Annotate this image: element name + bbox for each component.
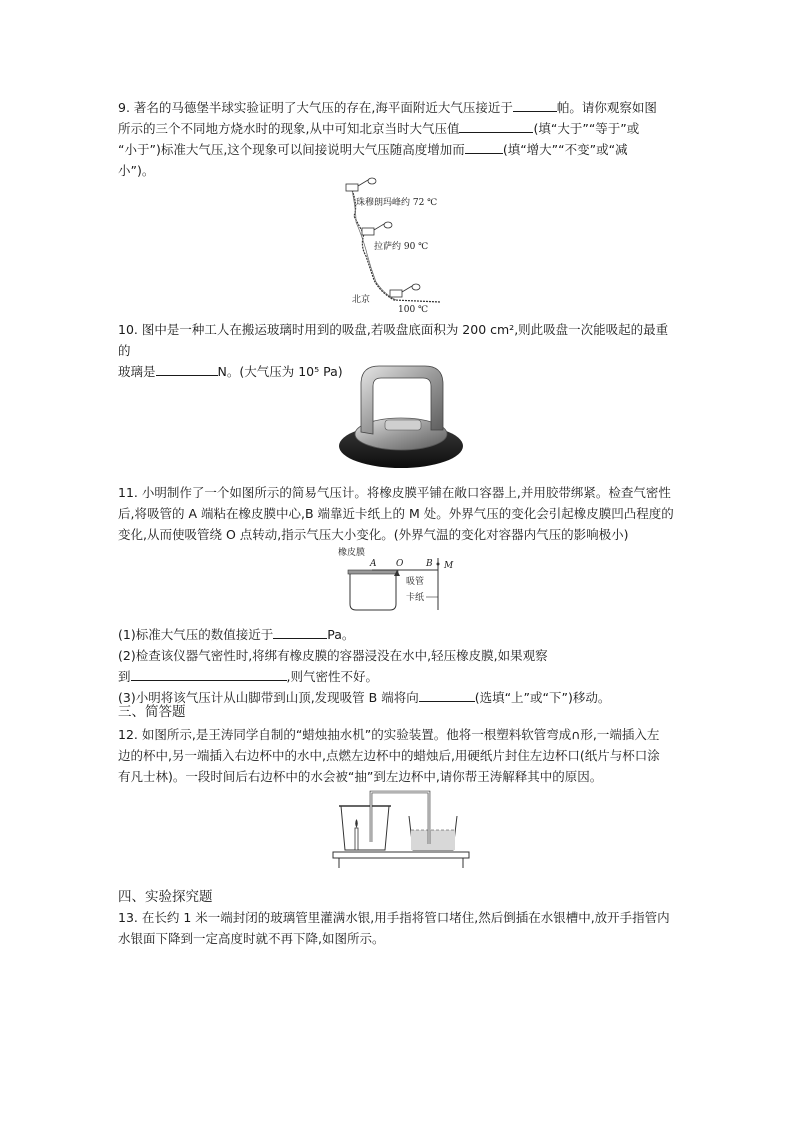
left-cup <box>341 806 389 850</box>
q9-text-7: 小”)。 <box>118 163 155 178</box>
q11-line-2 <box>118 503 678 524</box>
q10-text-2: 玻璃是 <box>118 364 156 379</box>
label-everest: 珠穆朗玛峰约 72 ℃ <box>356 198 438 208</box>
suction-cup-figure <box>333 358 469 474</box>
q9-text-3: 所示的三个不同地方烧水时的现象,从中可知北京当时大气压值 <box>118 121 460 136</box>
q12-line-2 <box>118 745 678 766</box>
q12-text-3: 有凡士林)。一段时间后右边杯中的水会被“抽”到左边杯中,请你帮王涛解释其中的原因。 <box>118 769 603 784</box>
lever <box>385 420 421 430</box>
q9-line-3 <box>118 139 678 160</box>
candle-pump-figure <box>331 786 471 870</box>
mountain-boiling-figure <box>330 176 470 316</box>
q11-text-2: 后,将吸管的 A 端粘在橡皮膜中心,B 端靠近卡纸上的 M 处。外界气压的变化会引起橡皮膜凹凸程度的 <box>118 506 674 521</box>
label-lhasa: 拉萨约 90 ℃ <box>374 242 429 252</box>
q11-blank-3[interactable] <box>419 687 475 702</box>
q11-sub-3-text-b: (选填“上”或“下”)移动。 <box>474 690 611 705</box>
q9-text-1: 9. 著名的马德堡半球实验证明了大气压的存在,海平面附近大气压接近于 <box>118 100 513 115</box>
q11-blank-2[interactable] <box>131 666 287 681</box>
q9-text-5: “小于”)标准大气压,这个现象可以间接说明大气压随高度增加而 <box>118 142 465 157</box>
q11-text-1: 11. 小明制作了一个如图所示的简易气压计。将橡皮膜平铺在敞口容器上,并用胶带绑紧。检查气密性 <box>118 485 671 500</box>
table-top <box>333 852 469 858</box>
q10-text-1: 10. 图中是一种工人在搬运玻璃时用到的吸盘,若吸盘底面积为 200 cm²,则此吸盘一次能吸起的最重的 <box>118 322 669 358</box>
q10-blank-1[interactable] <box>156 361 218 376</box>
candle-flame <box>355 819 358 828</box>
label-o: O <box>396 559 404 569</box>
question-11-subparts <box>118 624 678 708</box>
q13-line-1 <box>118 907 678 928</box>
section-4-heading: 四、实验探究题 <box>118 889 213 905</box>
label-a: A <box>370 559 377 569</box>
barometer-figure <box>334 544 464 614</box>
q11-sub-2-text-c: ,则气密性不好。 <box>286 669 378 684</box>
membrane <box>348 570 398 574</box>
q11-sub-1-text-a: (1)标准大气压的数值接近于 <box>118 627 274 642</box>
section-3-heading: 三、简答题 <box>118 704 186 720</box>
label-m: M <box>444 561 454 571</box>
q11-sub-1 <box>118 624 678 645</box>
water <box>411 830 455 850</box>
q11-line-3 <box>118 524 678 545</box>
q12-text-2: 边的杯中,另一端插入右边杯中的水中,点燃左边杯中的蜡烛后,用硬纸片封住左边杯口(纸片与杯口涂 <box>118 748 660 763</box>
label-straw: 吸管 <box>406 577 425 587</box>
q11-sub-2-text-b: 到 <box>118 669 131 684</box>
kettle-mid-icon <box>362 222 392 235</box>
q13-line-2 <box>118 928 678 949</box>
label-100c: 100 ℃ <box>398 305 429 315</box>
label-b: B <box>426 559 433 569</box>
q9-text-6: (填“增大”“不变”或“减 <box>502 142 628 157</box>
q11-sub-2-cont <box>118 666 678 687</box>
q10-line-1 <box>118 319 678 361</box>
kettle-top-icon <box>346 178 376 191</box>
label-card: 卡纸 <box>406 593 425 603</box>
q13-text-2: 水银面下降到一定高度时就不再下降,如图所示。 <box>118 931 385 946</box>
q11-sub-3 <box>118 687 678 708</box>
q9-blank-1[interactable] <box>513 97 557 112</box>
q9-text-4: (填“大于”“等于”或 <box>533 121 640 136</box>
q12-line-1 <box>118 724 678 745</box>
question-11 <box>118 482 678 545</box>
label-membrane: 橡皮膜 <box>338 548 366 558</box>
q11-sub-3-text-a: (3)小明将该气压计从山脚带到山顶,发现吸管 B 端将向 <box>118 690 419 705</box>
question-13 <box>118 907 678 949</box>
label-beijing: 北京 <box>352 295 371 305</box>
candle <box>355 828 358 850</box>
mark-m <box>437 563 440 566</box>
q9-blank-3[interactable] <box>465 139 503 154</box>
question-9 <box>118 97 678 181</box>
q12-line-3 <box>118 766 678 787</box>
q11-line-1 <box>118 482 678 503</box>
q12-text-1: 12. 如图所示,是王涛同学自制的“蜡烛抽水机”的实验装置。他将一根塑料软管弯成∩形,一端插入左 <box>118 727 660 742</box>
q10-text-3: N。(大气压为 10⁵ Pa) <box>217 364 343 379</box>
q9-line-1 <box>118 97 678 118</box>
question-12 <box>118 724 678 787</box>
q9-text-2: 帕。请你观察如图 <box>556 100 657 115</box>
q11-sub-2 <box>118 645 678 666</box>
q11-sub-2-text-a: (2)检查该仪器气密性时,将绑有橡皮膜的容器浸没在水中,轻压橡皮膜,如果观察 <box>118 648 548 663</box>
q9-line-2 <box>118 118 678 139</box>
container <box>350 570 396 610</box>
q13-text-1: 13. 在长约 1 米一端封闭的玻璃管里灌满水银,用手指将管口堵住,然后倒插在水银槽中,放开手指管内 <box>118 910 670 925</box>
q11-text-3: 变化,从而使吸管绕 O 点转动,指示气压大小变化。(外界气温的变化对容器内气压的影响极小) <box>118 527 629 542</box>
kettle-bottom-icon <box>390 284 420 297</box>
q9-blank-2[interactable] <box>459 118 533 133</box>
q11-sub-1-text-b: Pa。 <box>327 627 355 642</box>
q11-blank-1[interactable] <box>273 624 327 639</box>
